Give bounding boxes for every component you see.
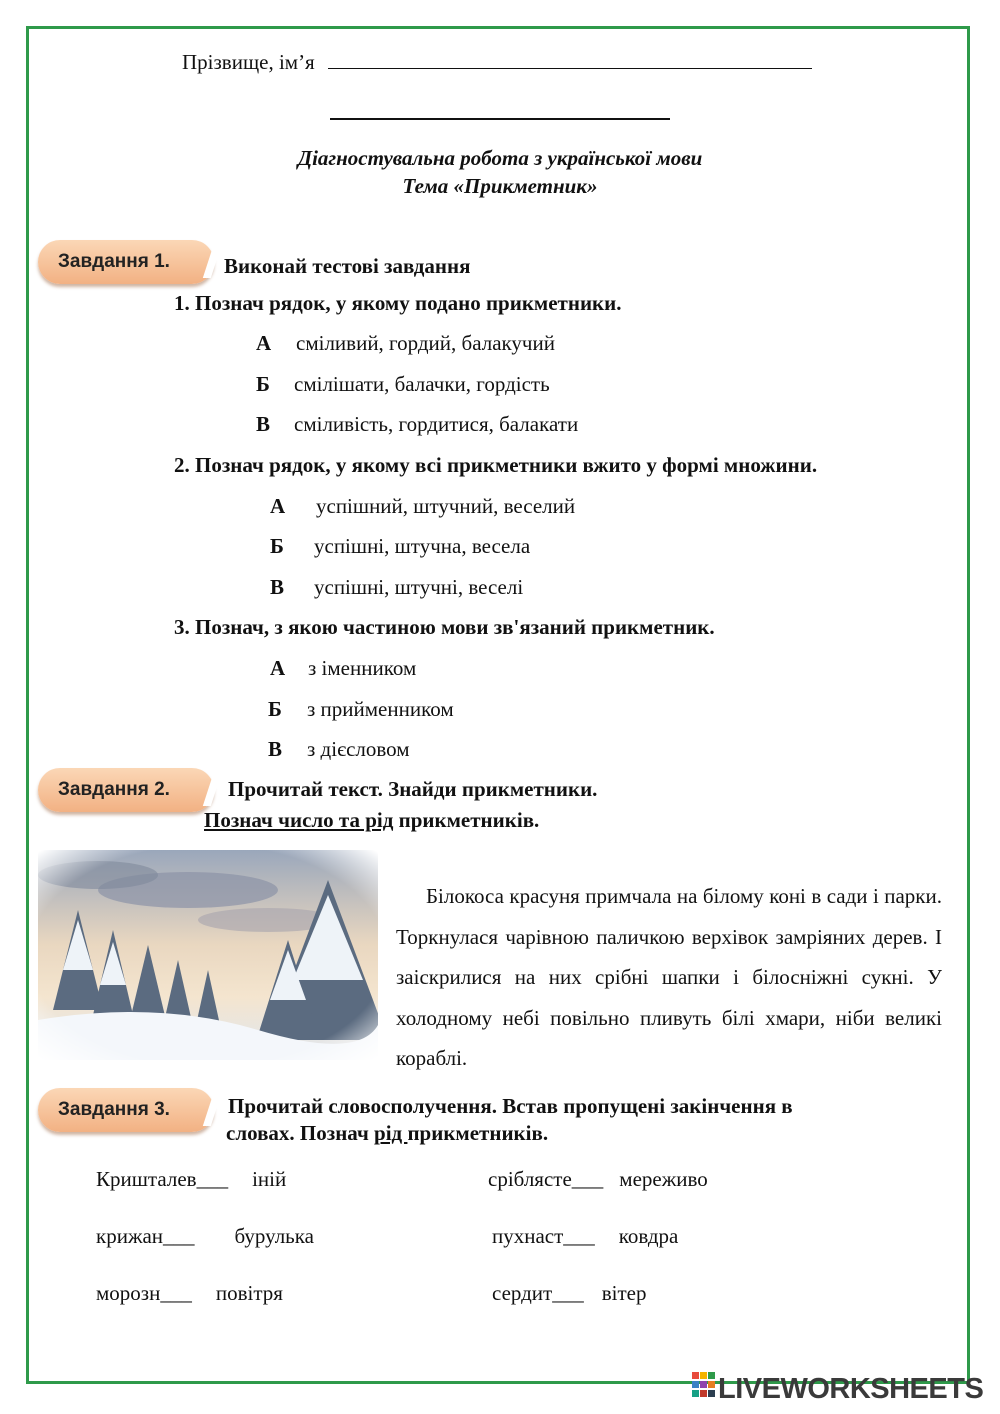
q3-option-a[interactable]: А з іменником (270, 656, 417, 680)
name-label: Прізвище, ім’я (182, 50, 315, 74)
task2-instruction-line2: Познач число та рід прикметників. (204, 808, 540, 832)
task3-instruction-line2: словах. Познач рід прикметників. (226, 1121, 549, 1145)
phrase-3: крижан___ бурулька (96, 1224, 314, 1248)
q1-option-c[interactable]: В сміливість, гордитися, балакати (256, 412, 579, 436)
task2-instruction-line1: Прочитай текст. Знайди прикметники. (228, 777, 598, 801)
q3-option-b[interactable]: Б з прийменником (268, 697, 454, 721)
name-second-line[interactable] (330, 118, 670, 120)
task2-badge: Завдання 2. (38, 768, 214, 812)
task1-instruction: Виконай тестові завдання (224, 254, 471, 278)
phrase-6-adj[interactable]: сердит___ (492, 1281, 584, 1305)
q2-option-a[interactable]: А успішний, штучний, веселий (270, 494, 576, 518)
task3-instruction-line1: Прочитай словосполучення. Встав пропущені закінчення в (228, 1094, 793, 1118)
task2-paragraph: Білокоса красуня примчала на білому коні в сади і парки. Торкнулася чарівною паличкою верхівок замріяних дерев. І заіскрилися на них срібні шапки і білосніжні сукні. У холодному небі повільно пливуть білі хмари, ніби великі кораблі. (396, 884, 942, 1070)
worksheet-title: Діагностувальна робота з української мови (297, 146, 703, 170)
question-3: 3. Познач, з якою частиною мови зв'язаний прикметник. (174, 615, 715, 639)
q1-option-a[interactable]: А сміливий, гордий, балакучий (256, 331, 555, 355)
q1-option-b[interactable]: Б смілішати, балачки, гордість (256, 372, 550, 396)
liveworksheets-logo: LIVEWORKSHEETS (692, 1372, 983, 1402)
question-2: 2. Познач рядок, у якому всі прикметники вжито у формі множини. (174, 453, 818, 477)
phrase-6: сердит___ вітер (492, 1281, 647, 1305)
phrase-4-adj[interactable]: пухнаст___ (492, 1224, 595, 1248)
name-input-line[interactable] (328, 68, 812, 69)
worksheet-topic: Тема «Прикметник» (402, 174, 598, 198)
phrase-3-adj[interactable]: крижан___ (96, 1224, 195, 1248)
logo-icon (692, 1372, 716, 1406)
phrase-5-adj[interactable]: морозн___ (96, 1281, 192, 1305)
phrase-1: Кришталев___ іній (96, 1167, 287, 1191)
q2-option-b[interactable]: Б успішні, штучна, весела (270, 534, 531, 558)
winter-forest-image (38, 850, 378, 1060)
phrase-5: морозн___ повітря (96, 1281, 283, 1305)
phrase-2-adj[interactable]: сріблясте___ (488, 1167, 604, 1191)
name-field-row (182, 50, 812, 75)
task1-badge: Завдання 1. (38, 240, 214, 284)
task3-badge: Завдання 3. (38, 1088, 214, 1132)
phrase-4: пухнаст___ ковдра (492, 1224, 679, 1248)
q3-option-c[interactable]: В з дієсловом (268, 737, 410, 761)
q2-option-c[interactable]: В успішні, штучні, веселі (270, 575, 524, 599)
question-1: 1. Познач рядок, у якому подано прикметники. (174, 291, 622, 315)
phrase-2: сріблясте___ мереживо (488, 1167, 708, 1191)
phrase-1-adj[interactable]: Кришталев___ (96, 1167, 229, 1191)
